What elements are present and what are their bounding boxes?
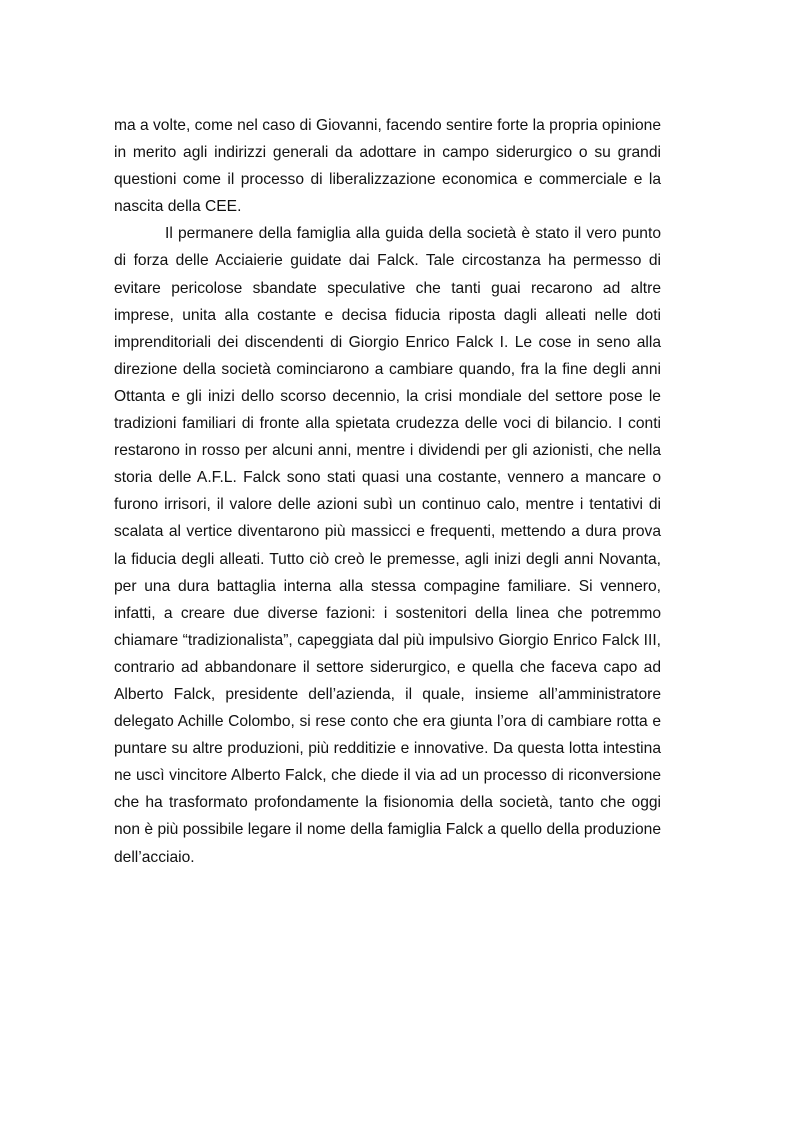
body-text (114, 112, 661, 871)
paragraph-falck-family: Il permanere della famiglia alla guida della società è stato il vero punto di forza delle Acciaierie guidate dai Falck. Tale circostanza ha permesso di evitare pericolose sbandate speculative che tanti guai recarono ad altre imprese, unita alla costante e decisa fiducia riposta dagli alleati nelle doti imprenditoriali dei discendenti di Giorgio Enrico Falck I. Le cose in seno alla direzione della società cominciarono a cambiare quando, fra la fine degli anni Ottanta e gli inizi dello scorso decennio, la crisi mondiale del settore pose le tradizioni familiari di fronte alla spietata crudezza delle voci di bilancio. I conti restarono in rosso per alcuni anni, mentre i dividendi per gli azionisti, che nella storia delle A.F.L. Falck sono stati quasi una costante, vennero a mancare o furono irrisori, il valore delle azioni subì un continuo calo, mentre i tentativi di scalata al vertice diventarono più massicci e frequenti, mettendo a dura prova la fiducia degli alleati. Tutto ciò creò le premesse, agli inizi degli anni Novanta, per una dura battaglia interna alla stessa compagine familiare. Si vennero, infatti, a creare due diverse fazioni: i sostenitori della linea che potremmo chiamare “tradizionalista”, capeggiata dal più impulsivo Giorgio Enrico Falck III, contrario ad abbandonare il settore siderurgico, e quella che faceva capo ad Alberto Falck, presidente dell’azienda, il quale, insieme all’amministratore delegato Achille Colombo, si rese conto che era giunta l’ora di cambiare rotta e puntare su altre produzioni, più redditizie e innovative. Da questa lotta intestina ne uscì vincitore Alberto Falck, che diede il via ad un processo di riconversione che ha trasformato profondamente la fisionomia della società, tanto che oggi non è più possibile legare il nome della famiglia Falck a quello della produzione dell’acciaio. (114, 225, 661, 866)
paragraph-continuation: ma a volte, come nel caso di Giovanni, facendo sentire forte la propria opinione in merito agli indirizzi generali da adottare in campo siderurgico o su grandi questioni come il processo di liberalizzazione economica e commerciale e la nascita della CEE. (114, 117, 661, 216)
